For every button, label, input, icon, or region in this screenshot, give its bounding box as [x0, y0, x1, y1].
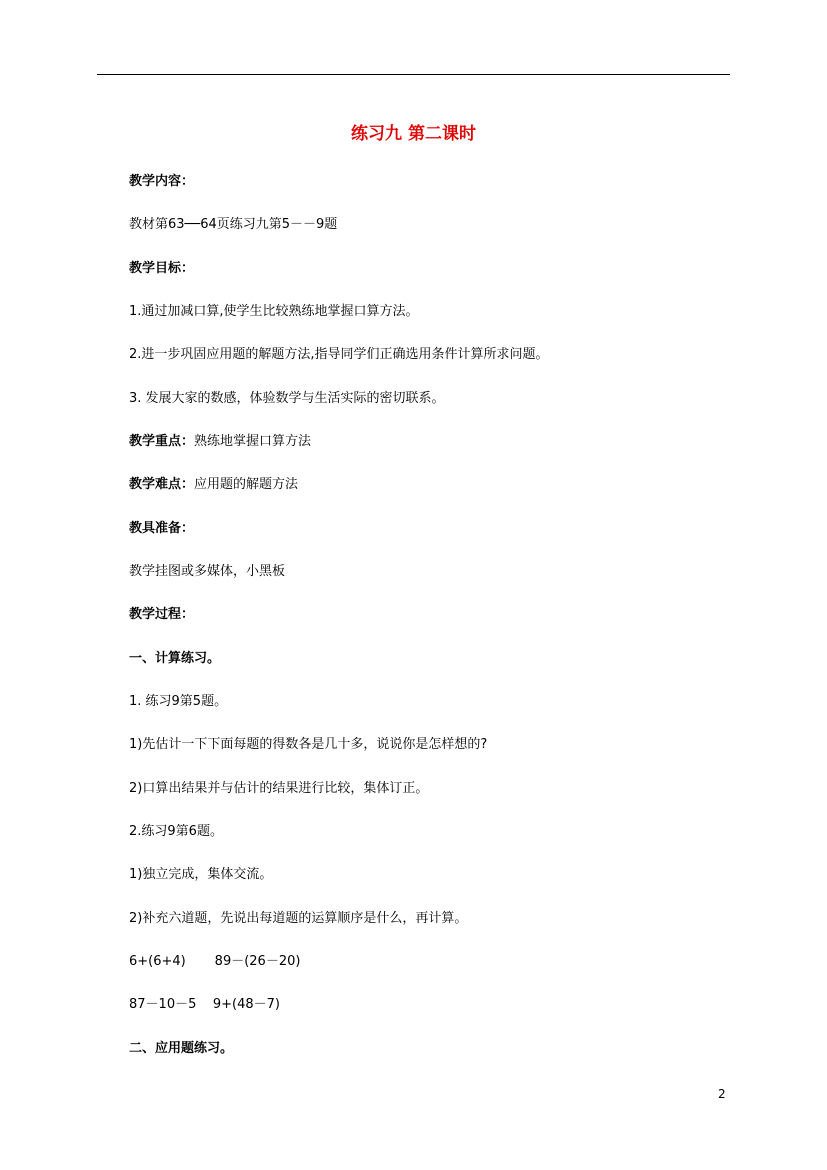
- tools-text: 教学挂图或多媒体，小黑板: [129, 564, 286, 579]
- focus-label: 教学重点：: [129, 434, 195, 449]
- exercise-2: 2.练习9第6题。: [129, 824, 223, 839]
- content-text: 教材第63──64页练习九第5－－9题: [129, 217, 338, 232]
- exercise-1: 1. 练习9第5题。: [129, 694, 228, 709]
- focus-line: [129, 433, 311, 451]
- process-heading: 教学过程：: [129, 607, 195, 622]
- difficulty-line: [129, 476, 298, 494]
- math-row-2: 87－10－5 9+(48－7): [129, 997, 281, 1012]
- goals-heading: 教学目标：: [129, 261, 195, 276]
- exercise-1-step-1: 1)先估计一下下面每题的得数各是几十多，说说你是怎样想的?: [129, 737, 488, 752]
- goal-item-2: 2.进一步巩固应用题的解题方法,指导同学们正确选用条件计算所求问题。: [129, 347, 549, 362]
- content-heading: 教学内容：: [129, 174, 195, 189]
- header-rule: [97, 74, 730, 75]
- section-1-heading: 一、计算练习。: [129, 651, 221, 666]
- section-2-heading: 二、应用题练习。: [129, 1041, 234, 1056]
- page-title: 练习九 第二课时: [351, 124, 476, 144]
- goal-item-1: 1.通过加减口算,使学生比较熟练地掌握口算方法。: [129, 304, 419, 319]
- focus-text: 熟练地掌握口算方法: [194, 434, 312, 449]
- goal-item-3: 3. 发展大家的数感，体验数学与生活实际的密切联系。: [129, 391, 445, 406]
- exercise-2-step-2: 2)补充六道题，先说出每道题的运算顺序是什么，再计算。: [129, 911, 468, 926]
- math-row-1: 6+(6+4) 89－(26－20): [129, 954, 301, 969]
- difficulty-label: 教学难点：: [129, 477, 195, 492]
- exercise-1-step-2: 2)口算出结果并与估计的结果进行比较，集体订正。: [129, 781, 429, 796]
- page-number: 2: [718, 1087, 726, 1101]
- difficulty-text: 应用题的解题方法: [194, 477, 299, 492]
- exercise-2-step-1: 1)独立完成，集体交流。: [129, 867, 273, 882]
- tools-heading: 教具准备：: [129, 521, 195, 536]
